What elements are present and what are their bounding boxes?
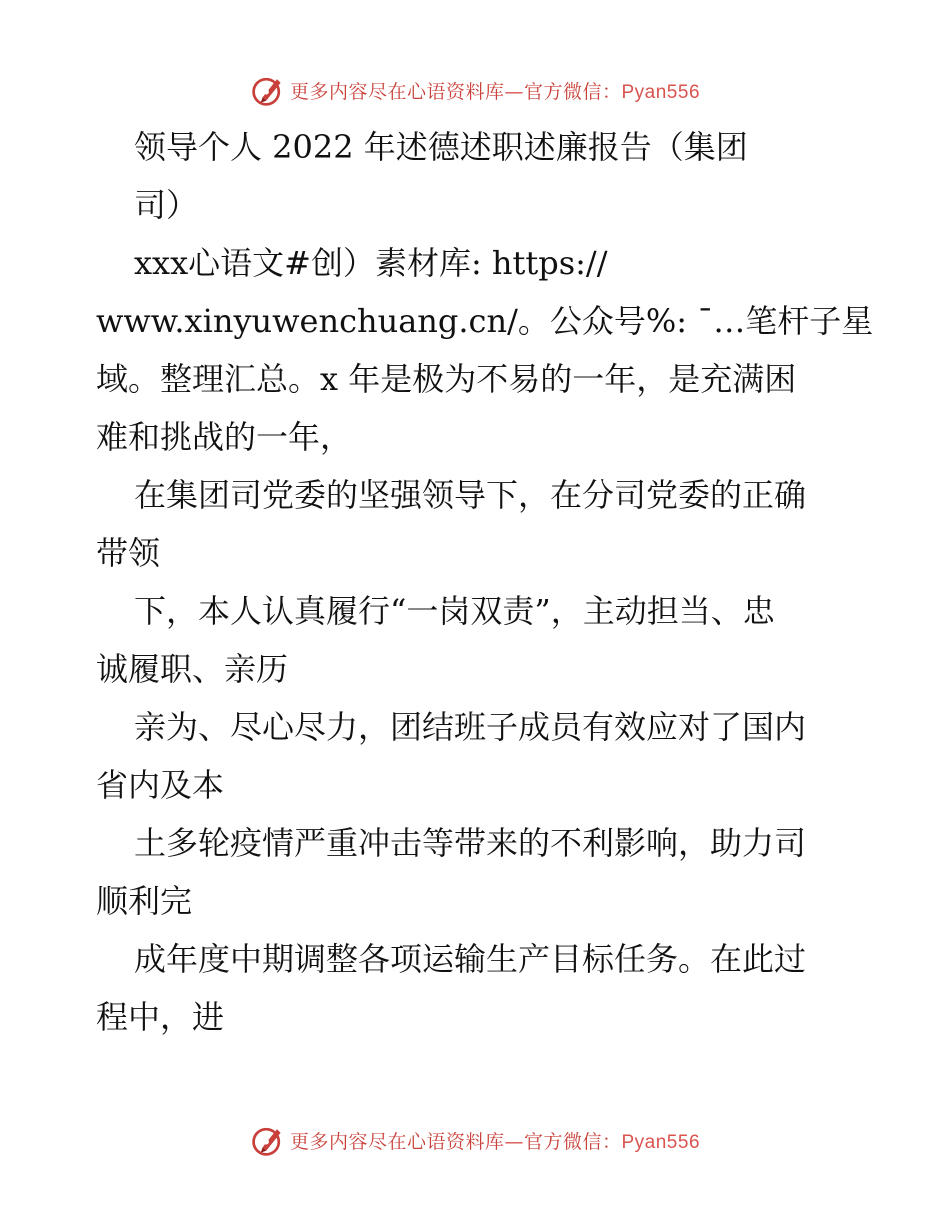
document-line: 带领 [96, 534, 161, 572]
document-body [96, 118, 874, 1046]
document-line: 在集团司党委的坚强领导下，在分司党委的正确 [134, 476, 807, 514]
document-line: www.xinyuwenchuang.cn/。公众号%: ¯…笔杆子星 [96, 302, 874, 340]
document-line: 下，本人认真履行“一岗双责”，主动担当、忠 [134, 592, 775, 630]
document-line: 难和挑战的一年， [96, 418, 353, 456]
banner-text [290, 77, 700, 104]
banner-handle: Pyan556 [621, 81, 701, 103]
pen-logo-icon [250, 72, 286, 108]
banner-label: 官方微信： [523, 1130, 622, 1153]
document-line: 土多轮疫情严重冲击等带来的不利影响，助力司 [134, 824, 807, 862]
document-line: 顺利完 [96, 882, 193, 920]
document-line: 成年度中期调整各项运输生产目标任务。在此过 [134, 940, 807, 978]
document-line: 亲为、尽心尽力，团结班子成员有效应对了国内 [134, 708, 807, 746]
header-banner [0, 70, 950, 110]
banner-dash: — [504, 80, 524, 103]
document-line: 省内及本 [96, 766, 225, 804]
document-line: 司） [134, 186, 199, 224]
document-line: 诚履职、亲历 [96, 650, 289, 688]
banner-handle: Pyan556 [621, 1131, 701, 1153]
banner-dash: — [504, 1130, 524, 1153]
document-line: 领导个人 2022 年述德述职述廉报告（集团 [134, 128, 748, 166]
document-line: 程中，进 [96, 998, 225, 1036]
document-line: 域。整理汇总。x 年是极为不易的一年，是充满困 [96, 360, 797, 398]
banner-main-text: 更多内容尽在心语资料库 [289, 1130, 505, 1153]
footer-banner [0, 1120, 950, 1160]
banner-label: 官方微信： [523, 80, 622, 103]
banner-main-text: 更多内容尽在心语资料库 [289, 80, 505, 103]
pen-logo-icon [250, 1122, 286, 1158]
document-line: xxx心语文#创）素材库: https:// [134, 244, 608, 282]
banner-text [290, 1127, 700, 1154]
